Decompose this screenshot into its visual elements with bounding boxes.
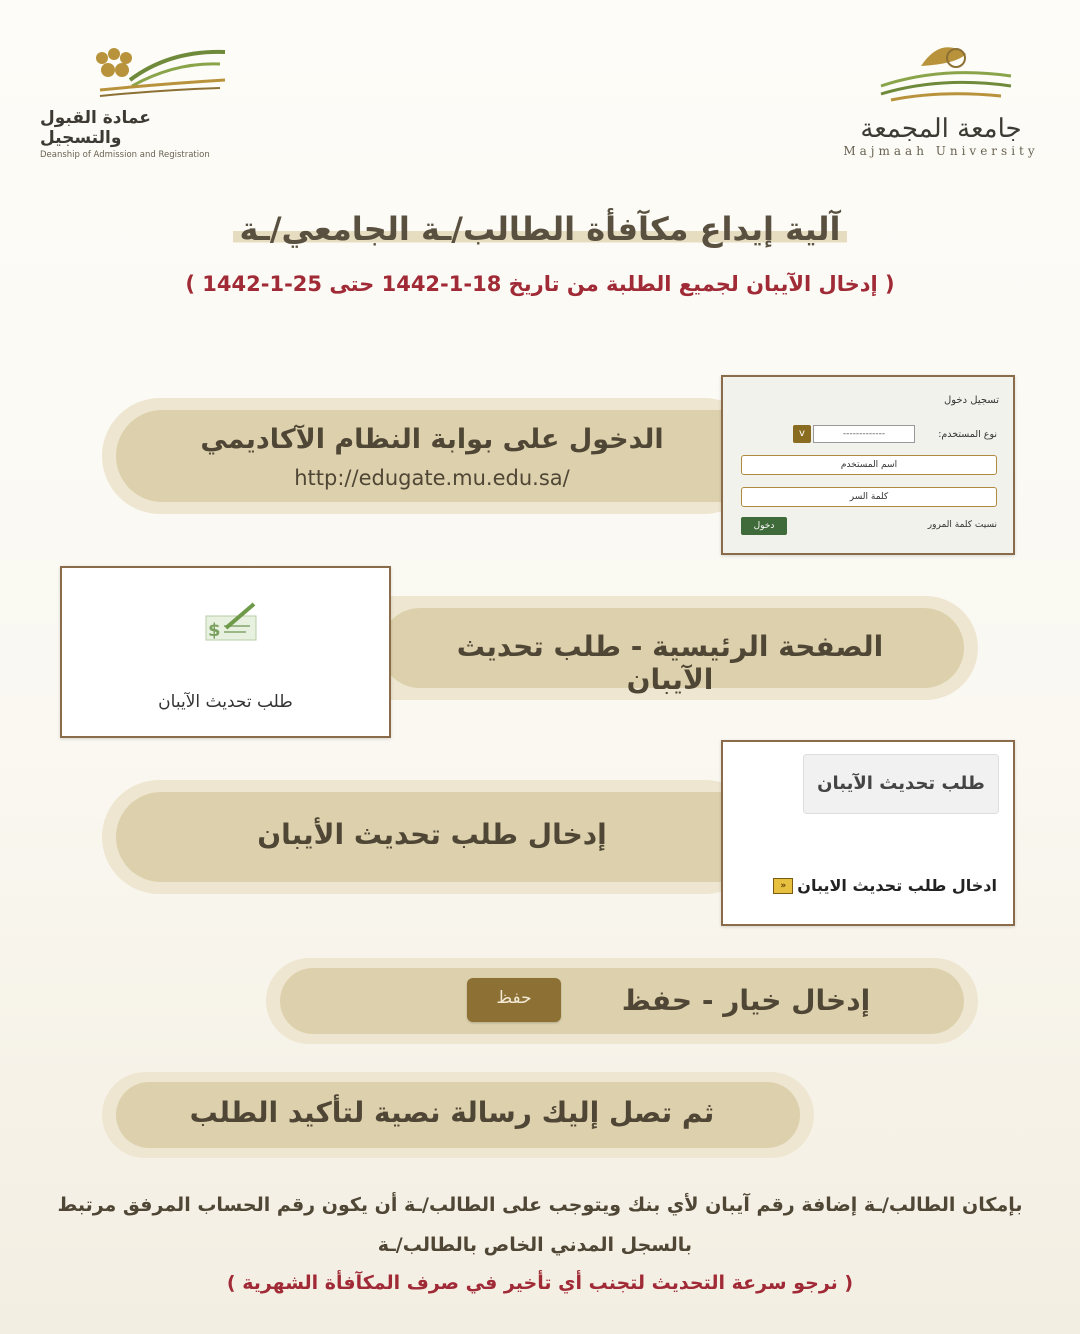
user-type-label: نوع المستخدم: [938,429,997,440]
step1-title: الدخول على بوابة النظام الآكاديمي [200,424,664,455]
university-name-en: Majmaah University [843,144,1039,158]
step4-pill [266,958,978,1044]
university-name-ar: جامعة المجمعة [860,114,1022,144]
save-button[interactable]: حفظ [467,978,561,1022]
step5-title: ثم تصل إليك رسالة نصية لتأكيد الطلب [189,1096,715,1129]
footer-note-line1: بإمكان الطالب/ـة إضافة رقم آيبان لأي بنك ويتوجب على الطالب/ـة أن يكون رقم الحساب المرفق مرتبط [57,1194,1023,1216]
login-title: تسجيل دخول [944,395,999,406]
page-title: آلية إيداع مكآفأة الطالب/ـة الجامعي/ـة [0,210,1080,248]
iban-request-link[interactable] [773,876,997,895]
iban-update-card[interactable] [60,566,391,738]
password-field[interactable]: كلمة السر [741,487,997,507]
login-button[interactable]: دخول [741,517,787,535]
iban-card-label: طلب تحديث الآيبان [158,692,293,712]
deanship-name-ar: عمادة القبول والتسجيل [40,108,151,148]
step3-pill [102,780,762,894]
step5-pill [102,1072,814,1158]
step1-pill [102,398,762,514]
arrow-icon: « [773,878,793,894]
step1-url[interactable]: http://edugate.mu.edu.sa/ [294,466,570,490]
username-field[interactable]: اسم المستخدم [741,455,997,475]
svg-text:$: $ [208,620,221,641]
iban-update-tab[interactable]: طلب تحديث الآيبان [803,754,999,814]
step3-title: إدخال طلب تحديث الأيبان [257,818,607,851]
request-panel-screenshot [721,740,1015,926]
step2-pill [330,596,978,700]
deanship-name-en: Deanship of Admission and Registration [40,150,210,160]
deanship-logo [40,40,240,160]
footer-warning: ( نرجو سرعة التحديث لتجنب أي تأخير في صرف المكآفأة الشهرية ) [226,1272,854,1294]
deanship-emblem-icon [40,40,240,100]
forgot-password-link[interactable]: نسيت كلمة المرور [927,520,997,530]
university-emblem-icon [861,36,1021,106]
user-type-select[interactable]: ------------- [813,425,915,443]
university-logo [836,36,1046,166]
step4-title: إدخال خيار - حفظ [621,984,871,1017]
chevron-down-icon[interactable]: v [793,425,811,443]
page-subtitle: ( إدخال الآيبان لجميع الطلبة من تاريخ 18-1-1442 حتى 25-1-1442 ) [185,272,895,296]
footer-note-line2: بالسجل المدني الخاص بالطالب/ـة [377,1234,692,1256]
login-form-screenshot [721,375,1015,555]
request-link-label: ادخال طلب تحديث الايبان [797,876,997,895]
check-dollar-icon [198,598,262,646]
step2-title: الصفحة الرئيسية - طلب تحديث الآيبان [456,630,884,696]
